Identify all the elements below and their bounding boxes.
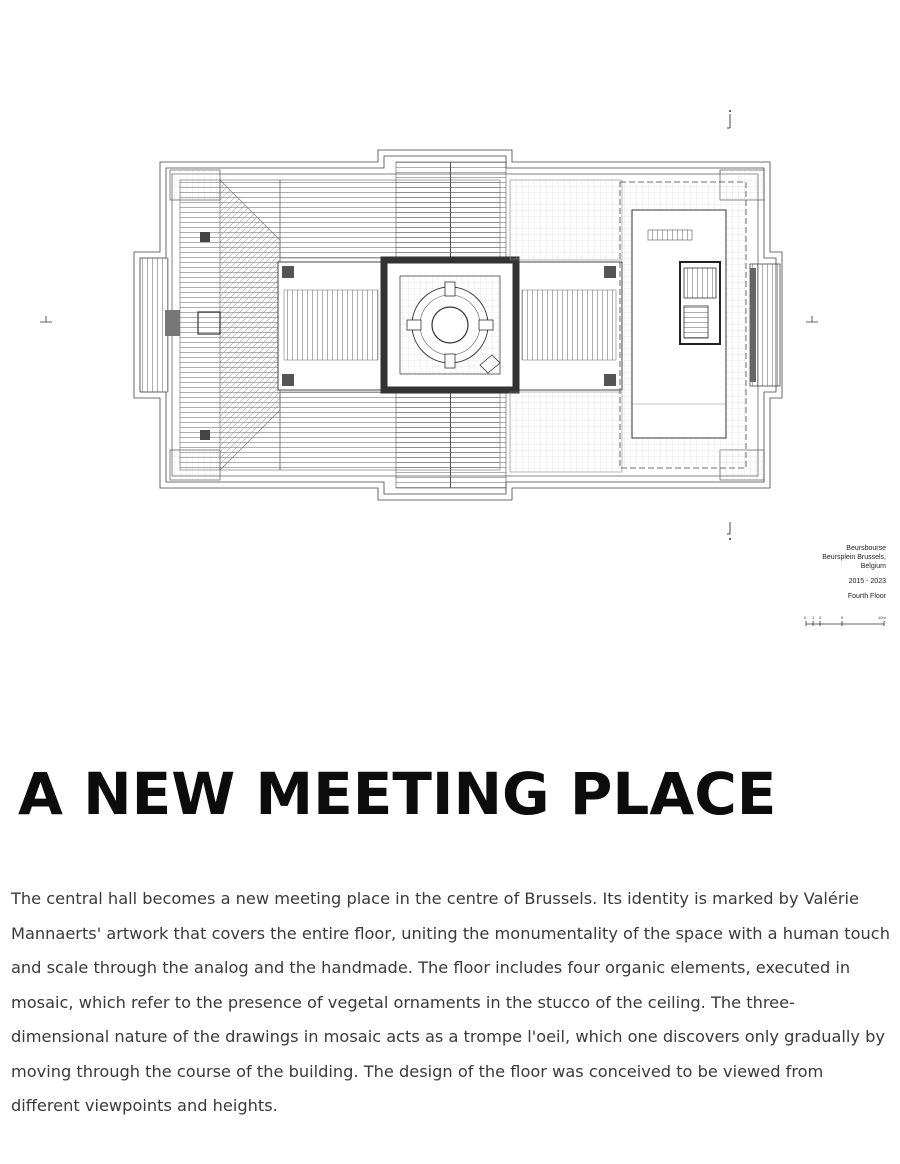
- section-marker-icon: [725, 520, 735, 542]
- north-arrow-icon: [725, 108, 735, 130]
- scale-label-1: 1: [812, 615, 815, 620]
- scale-bar: [804, 614, 886, 628]
- scale-label-2: 2: [819, 615, 822, 620]
- caption-project: Beursbourse: [846, 545, 886, 552]
- caption-address: Beursplein Brussels,: [822, 554, 886, 561]
- scale-label-5: 5: [841, 615, 844, 620]
- article-body: The central hall becomes a new meeting place in the centre of Brussels. Its identity is marked by Valérie Mannaerts' artwork that covers the entire floor, uniting the monumentality of the space with a human touch and scale through the analog and the handmade. The floor includes four organic elements, executed in mosaic, which refer to the presence of vegetal ornaments in the stucco of the ceiling. The three-dimensional nature of the drawings in mosaic acts as a trompe l'oeil, which one discovers only gradually by moving through the course of the building. The design of the floor was conceived to be viewed from different viewpoints and heights.: [11, 889, 890, 1115]
- caption-country: Belgium: [860, 563, 886, 570]
- scale-label-10m: 10m: [878, 615, 886, 620]
- caption-floor: Fourth Floor: [847, 593, 886, 600]
- scale-label-0: 0: [804, 615, 807, 620]
- article-heading: A NEW MEETING PLACE: [18, 760, 777, 828]
- caption-years: 2015 - 2023: [848, 578, 886, 585]
- left-wing: [140, 180, 280, 470]
- drawing-caption: [766, 544, 886, 601]
- central-hall: [384, 260, 516, 390]
